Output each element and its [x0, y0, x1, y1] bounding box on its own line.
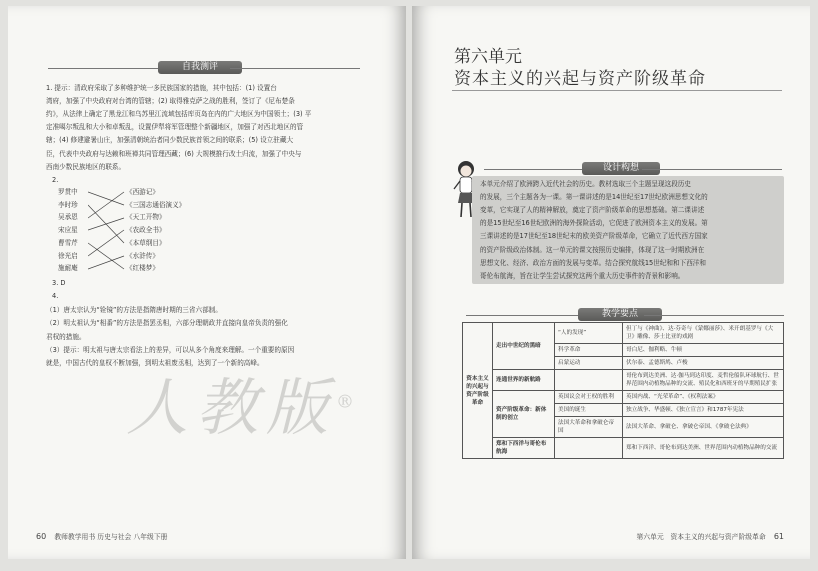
- table-item-cell: [555, 438, 623, 459]
- table-group-cell: 走出中世纪的黑暗: [493, 323, 555, 370]
- text-line: 约》，从法律上确定了黑龙江和乌苏里江流域包括库页岛在内的广大地区为中国领土；(3) 平: [46, 110, 312, 119]
- unit-title: 资本主义的兴起与资产阶级革命: [454, 69, 706, 89]
- text-line: 的是15世纪至16世纪欧洲的海外探险活动，它促进了欧洲资本主义的发展。第: [480, 219, 708, 228]
- watermark-registered: ®: [336, 391, 363, 413]
- table-content-cell: 哥伦布到达美洲、达·伽马到达印度、麦哲伦船队环球航行、世界范围内动植物品种的交流、殖民化和西班牙的早期殖民扩张: [623, 370, 784, 391]
- table-group-cell: 连通世界的新航路: [493, 370, 555, 391]
- book-item: 《红楼梦》: [126, 264, 159, 273]
- text-line: （3）提示：明太祖与唐太宗看法上的差异，可以从多个角度来理解。一个重要的原因: [46, 345, 295, 354]
- answer-4-label: 4.: [52, 292, 59, 300]
- table-row: [463, 370, 784, 391]
- text-line: 变革，它实现了人的精神解放，奠定了资产阶级革命的思想基础。第二课讲述: [480, 206, 705, 215]
- text-line: 哥伦布航海，旨在让学生尝试探究这两个重大历史事件的背景和影响。: [480, 271, 685, 280]
- left-footer-text: 教师教学用书 历史与社会 八年级下册: [54, 533, 168, 541]
- table-content-cell: 郑和下西洋、哥伦布到达美洲、世界范围内动植物品种的交流: [623, 438, 784, 459]
- right-page-number: 61: [773, 532, 784, 541]
- table-content-cell: 但丁与《神曲》、达·芬奇与《蒙娜丽莎》、米开朗基罗与《大卫》雕像、莎士比亚的戏剧: [623, 323, 784, 344]
- table-row: [463, 438, 784, 459]
- text-line: 三课讲述的是17世纪至18世纪末的欧美资产阶级革命，它确立了近代西方国家: [480, 232, 708, 241]
- author-item: 吴承恩: [58, 213, 78, 222]
- text-line: 湾府，加强了中央政府对台湾的管辖；(2) 取得雅克萨之战的胜利，签订了《尼布楚条: [46, 97, 295, 106]
- table-rule-left: [466, 315, 586, 316]
- text-line: 的发展，三个主题各为一课。第一课讲述的是14世纪至17世纪欧洲思想文化的: [480, 193, 708, 202]
- book-item: 《本草纲目》: [126, 238, 166, 247]
- text-line: 西南少数民族地区的联系。: [46, 162, 126, 171]
- banner-rule-left: [48, 68, 170, 69]
- author-item: 曹雪芹: [58, 238, 78, 247]
- text-line: 君权的措施。: [46, 332, 86, 341]
- banner-rule-right: [230, 68, 360, 69]
- answer-2-label: 2.: [52, 176, 59, 184]
- table-item-cell: 美国的诞生: [555, 404, 623, 417]
- match-line-7: [88, 256, 124, 269]
- table-content-cell: 哥白尼、伽利略、牛顿: [623, 344, 784, 357]
- right-page: [412, 6, 810, 559]
- teaching-points-table: [462, 322, 784, 459]
- author-item: 李时珍: [58, 200, 78, 209]
- table-content-cell: 独立战争、华盛顿、《独立宣言》和1787年宪法: [623, 404, 784, 417]
- book-item: 《水浒传》: [126, 251, 159, 260]
- right-footer: [637, 531, 785, 541]
- text-line: 思想文化、经济、政治方面的发展与变革。结合探究航线15世纪和和下西洋和: [480, 258, 706, 267]
- table-group-cell: 郑和下西洋与哥伦布航海: [493, 438, 555, 459]
- watermark-logo: [126, 358, 362, 447]
- text-line: 定准噶尔叛乱和大小和卓叛乱，设置伊犁将军管理整个新疆地区，加强了对西北地区的管: [46, 123, 304, 132]
- right-footer-text: 第六单元 资本主义的兴起与资产阶级革命: [636, 533, 766, 541]
- table-content-cell: 英国内战、“光荣革命”、《权利法案》: [623, 391, 784, 404]
- text-line: 1. 提示：清政府采取了多种维护统一多民族国家的措施，其中包括：(1) 设置台: [46, 84, 277, 92]
- book-item: 《三国志通俗演义》: [126, 200, 186, 209]
- design-rule-right: [642, 169, 782, 170]
- text-line: （2）明太祖认为“相番”的方法是指罢丞相，六部分理朝政并直接向皇帝负责的强化: [46, 319, 288, 328]
- match-line-5: [88, 243, 124, 269]
- teaching-points-banner: 教学要点: [578, 308, 662, 321]
- book-item: 《天工开物》: [126, 213, 166, 222]
- table-root-cell: 资本主义的兴起与资产阶级革命: [463, 323, 493, 459]
- match-line-4: [88, 218, 124, 230]
- table-content-cell: 伏尔泰、孟德斯鸠、卢梭: [623, 357, 784, 370]
- table-item-cell: 启蒙运动: [555, 357, 623, 370]
- table-item-cell: 英国议会对王权的胜利: [555, 391, 623, 404]
- table-rule-right: [644, 315, 784, 316]
- author-item: 徐光启: [58, 251, 78, 260]
- left-page-number: 60: [36, 532, 47, 541]
- watermark-text: 人教版: [126, 371, 337, 444]
- match-line-6: [88, 230, 124, 256]
- answer-3: 3. D: [52, 279, 66, 287]
- table-group-cell: 资产阶级革命：新体制的创立: [493, 391, 555, 438]
- title-underline: [452, 90, 782, 91]
- left-footer: [36, 531, 167, 541]
- book-item: 《西游记》: [126, 188, 159, 196]
- author-item: 施耐庵: [58, 264, 78, 273]
- text-line: 就是，中国古代的皇权不断加强，到明太祖废丞相，达到了一个新的高峰。: [46, 359, 264, 368]
- table-item-cell: [555, 370, 623, 391]
- text-line: 本单元介绍了欧洲跨入近代社会的历史。教材选取三个主题呈现这段历史: [480, 180, 691, 188]
- unit-number: 第六单元: [454, 47, 522, 67]
- match-line-3: [88, 192, 124, 218]
- match-line-1: [88, 192, 124, 205]
- design-banner: 设计构想: [582, 162, 660, 175]
- match-authors: [58, 186, 78, 275]
- author-item: 罗贯中: [58, 188, 78, 196]
- table-row: [463, 323, 784, 344]
- table-item-cell: “人的发现”: [555, 323, 623, 344]
- match-lines: [88, 188, 128, 280]
- author-item: 宋应星: [58, 226, 78, 235]
- text-line: 臣，代表中央政府与达赖和班禅共同管理西藏；(6) 大规模推行改土归流，加强了中央与: [46, 149, 302, 158]
- table-item-cell: 科学革命: [555, 344, 623, 357]
- table-content-cell: 法国大革命、拿破仑、拿破仑帝国、《拿破仑法典》: [623, 417, 784, 438]
- left-page: [8, 6, 406, 559]
- text-line: （1）唐太宗认为“铨镜”的方法是指隋唐时期的三省六部制。: [46, 306, 222, 314]
- table-row: [463, 391, 784, 404]
- book-item: 《农政全书》: [126, 226, 166, 235]
- table-item-cell: 法国大革命和拿破仑帝国: [555, 417, 623, 438]
- text-line: 的资产阶级政治体制。这一单元的课文按照历史编排，体现了这一时期欧洲在: [480, 245, 705, 254]
- text-line: 辖；(4) 修建避暑山庄，加强清朝统治者同少数民族首领之间的联系；(5) 设立驻藏大: [46, 136, 294, 145]
- match-books: [126, 186, 185, 275]
- self-assessment-banner: 自我测评: [158, 61, 242, 74]
